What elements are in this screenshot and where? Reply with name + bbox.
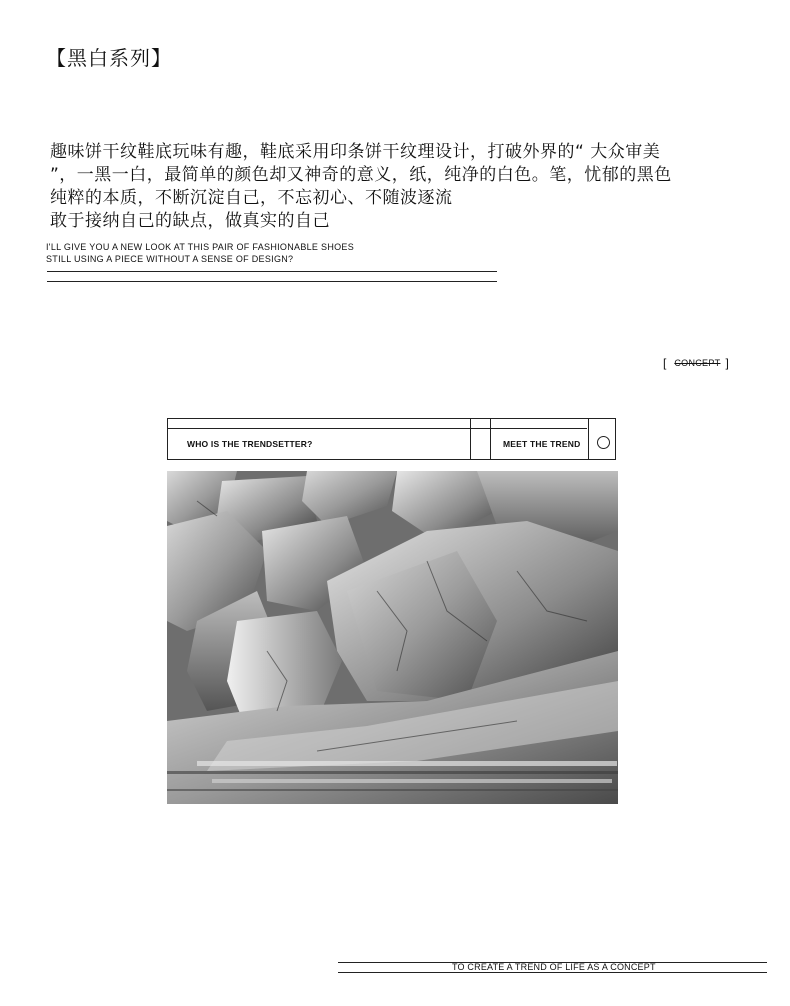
english-tagline	[46, 241, 354, 265]
concept-close-bracket: ]	[725, 356, 729, 370]
footer-slogan: TO CREATE A TREND OF LIFE AS A CONCEPT	[452, 962, 656, 972]
description-line: 趣味饼干纹鞋底玩味有趣，鞋底采用印条饼干纹理设计，打破外界的“ 大众审美	[50, 142, 661, 162]
tagline-line: STILL USING A PIECE WITHOUT A SENSE OF DESIGN?	[46, 254, 294, 264]
box-top-strip	[168, 428, 587, 429]
page-title: 【黑白系列】	[46, 46, 172, 70]
box-divider	[588, 419, 589, 459]
description-line: ”，一黑一白，最简单的颜色却又神奇的意义，纸，纯净的白色。笔，忧郁的黑色	[50, 165, 672, 185]
rocks-photo-art	[167, 471, 618, 804]
description-line: 纯粹的本质，不断沉淀自己，不忘初心、不随波逐流	[50, 188, 453, 208]
divider-line	[47, 271, 497, 272]
tagline-line: I'LL GIVE YOU A NEW LOOK AT THIS PAIR OF FASHIONABLE SHOES	[46, 242, 355, 252]
concept-label: CONCEPT	[674, 358, 721, 368]
box-divider	[490, 419, 491, 459]
concept-open-bracket: [	[663, 356, 667, 370]
description-line: 敢于接纳自己的缺点，做真实的自己	[50, 211, 330, 231]
rocks-photo	[167, 471, 618, 804]
footer-banner	[338, 962, 767, 973]
meet-the-trend-label: MEET THE TREND	[503, 439, 581, 449]
trendsetter-question: WHO IS THE TRENDSETTER?	[187, 439, 313, 449]
box-divider	[470, 419, 471, 459]
concept-tag	[663, 356, 729, 370]
trend-info-box	[167, 418, 616, 460]
circle-icon	[597, 436, 610, 449]
divider-line	[47, 281, 497, 282]
chinese-description	[50, 141, 750, 233]
